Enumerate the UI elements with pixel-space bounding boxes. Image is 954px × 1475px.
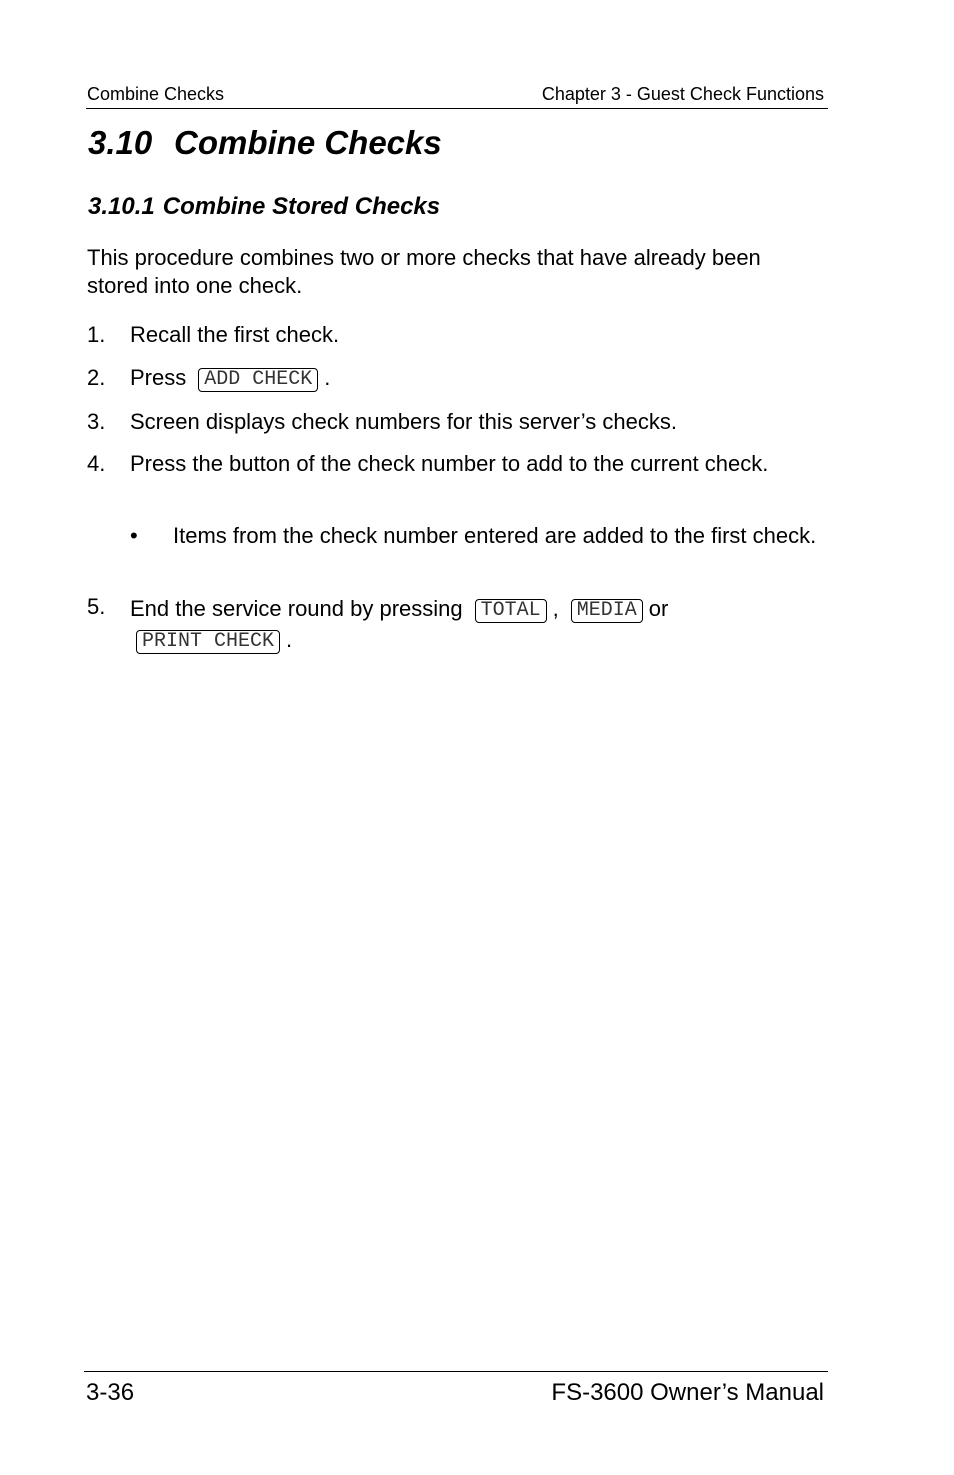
step-text: Screen displays check numbers for this server’s checks. <box>130 409 677 434</box>
subsection-number: 3.10.1 <box>88 193 155 220</box>
print-check-key: PRINT CHECK <box>136 630 280 654</box>
bullet-text: Items from the check number entered are added to the first check. <box>173 523 817 548</box>
step-text: Press the button of the check number to add to the current check. <box>130 451 769 476</box>
step-number: 1. <box>87 322 106 347</box>
running-header <box>86 84 828 109</box>
step-end-punct: . <box>286 627 293 652</box>
bullet-symbol: • <box>130 523 138 548</box>
separator-or: or <box>648 596 669 621</box>
add-check-key: ADD CHECK <box>198 368 318 392</box>
running-footer <box>84 1371 828 1412</box>
step-end-punct: . <box>324 365 331 390</box>
step-text: Recall the first check. <box>130 322 340 347</box>
step-text-line <box>130 364 820 392</box>
section-heading <box>88 124 442 162</box>
header-section-name: Combine Checks <box>87 84 225 104</box>
subsection-title: Combine Stored Checks <box>162 193 441 220</box>
intro-paragraph: This procedure combines two or more checks that have already been stored into one check. <box>87 245 761 298</box>
page-number: 3-36 <box>86 1379 135 1406</box>
manual-title: FS-3600 Owner’s Manual <box>551 1379 824 1406</box>
step-number: 4. <box>87 451 106 476</box>
section-title: Combine Checks <box>174 124 442 161</box>
step-text-line <box>130 593 820 655</box>
subsection-heading <box>88 193 440 221</box>
step-text: End the service round by pressing <box>130 596 463 621</box>
header-chapter-title: Chapter 3 - Guest Check Functions <box>541 84 824 104</box>
media-key: MEDIA <box>571 599 643 623</box>
separator-comma: , <box>552 596 559 621</box>
step-number: 3. <box>87 409 106 434</box>
total-key: TOTAL <box>475 599 547 623</box>
step-number: 2. <box>87 365 106 390</box>
section-number: 3.10 <box>88 124 153 161</box>
step-number: 5. <box>87 594 106 619</box>
step-text: Press <box>130 365 187 390</box>
